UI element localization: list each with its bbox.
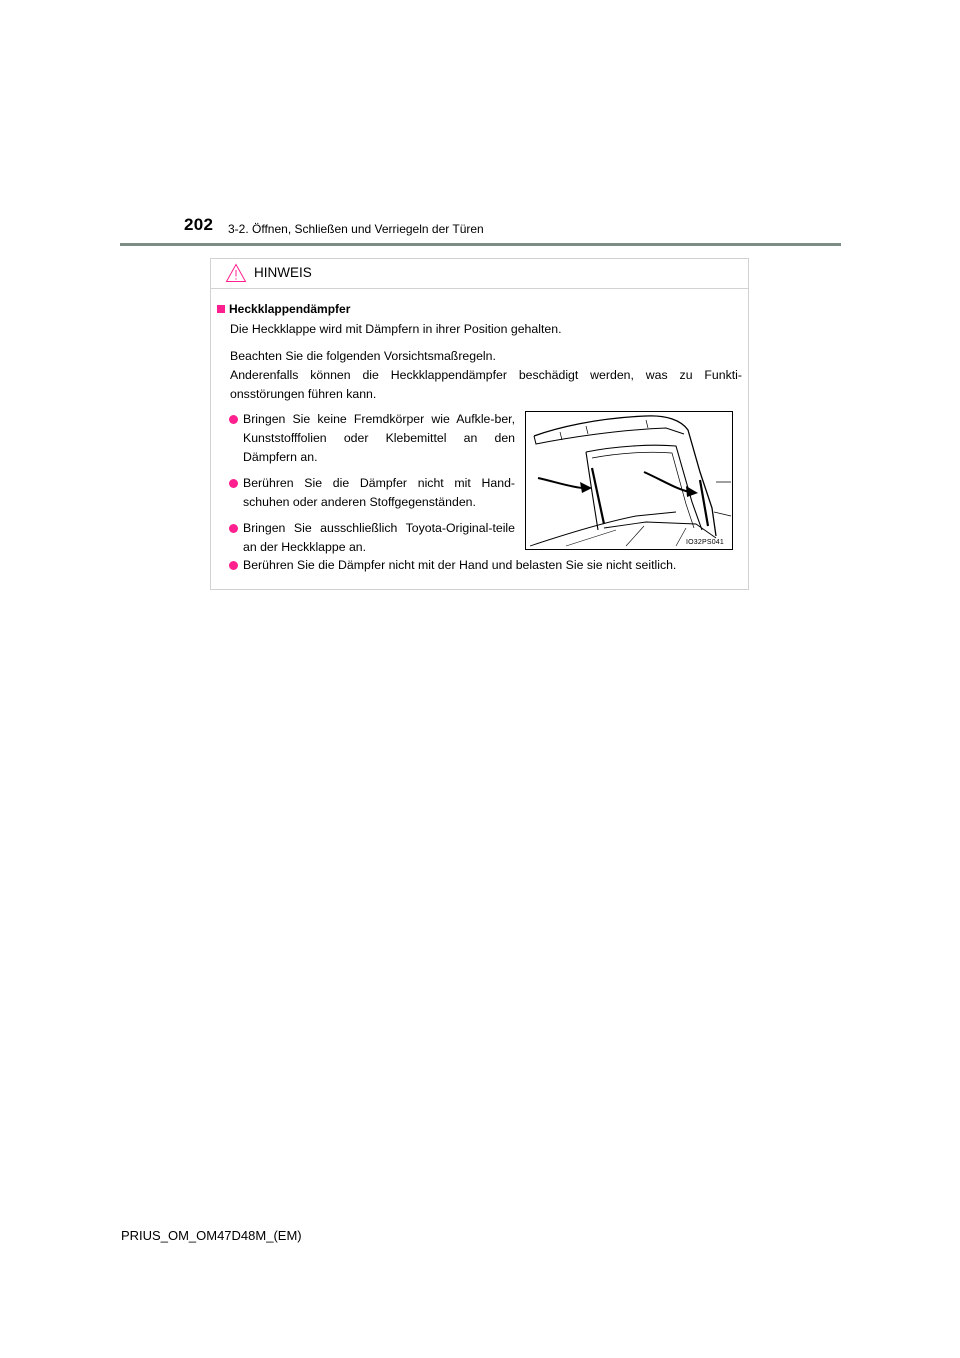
notice-title: HINWEIS (254, 265, 312, 280)
section-heading (217, 302, 350, 316)
paragraph-warning: Anderenfalls können die Heckklappendämpfer beschädigt werden, was zu Funkti-onsstörungen führen kann. (230, 368, 742, 401)
notice-box (210, 258, 749, 590)
bullet-dot-icon (229, 415, 238, 424)
chapter-title: 3-2. Öffnen, Schließen und Verriegeln der Türen (228, 222, 484, 236)
header-rule (120, 243, 841, 246)
figure-code: IO32PS041 (686, 539, 724, 546)
notice-header (211, 259, 748, 289)
bullet-dot-icon (229, 561, 238, 570)
list-item (229, 519, 515, 557)
bullet-text: Berühren Sie die Dämpfer nicht mit der Hand und belasten Sie sie nicht seitlich. (243, 558, 677, 572)
section-title: Heckklappendämpfer (229, 302, 351, 316)
footer-doc-id: PRIUS_OM_OM47D48M_(EM) (121, 1228, 302, 1243)
bullet-dot-icon (229, 479, 238, 488)
paragraph-precautions-heading: Beachten Sie die folgenden Vorsichtsmaßregeln. (230, 349, 496, 363)
tailgate-illustration (525, 411, 733, 550)
paragraph-intro: Die Heckklappe wird mit Dämpfern in ihrer Position gehalten. (230, 322, 562, 336)
bullet-list (229, 410, 515, 557)
list-item (229, 410, 515, 467)
list-item (229, 474, 515, 512)
bullet-text: Bringen Sie ausschließlich Toyota-Original-teile an der Heckklappe an. (243, 521, 515, 554)
bullet-text: Bringen Sie keine Fremdkörper wie Aufkle-ber, Kunststofffolien oder Klebemittel an den Dämpfern an. (243, 412, 515, 464)
bullet-list-last (229, 556, 741, 575)
square-bullet-icon (217, 305, 225, 313)
list-item (229, 556, 741, 575)
page-number: 202 (184, 215, 214, 234)
warning-triangle-icon (225, 263, 247, 283)
bullet-text: Berühren Sie die Dämpfer nicht mit Hand-schuhen oder anderen Stoffgegenständen. (243, 476, 515, 509)
tailgate-drawing (526, 412, 732, 549)
bullet-dot-icon (229, 524, 238, 533)
